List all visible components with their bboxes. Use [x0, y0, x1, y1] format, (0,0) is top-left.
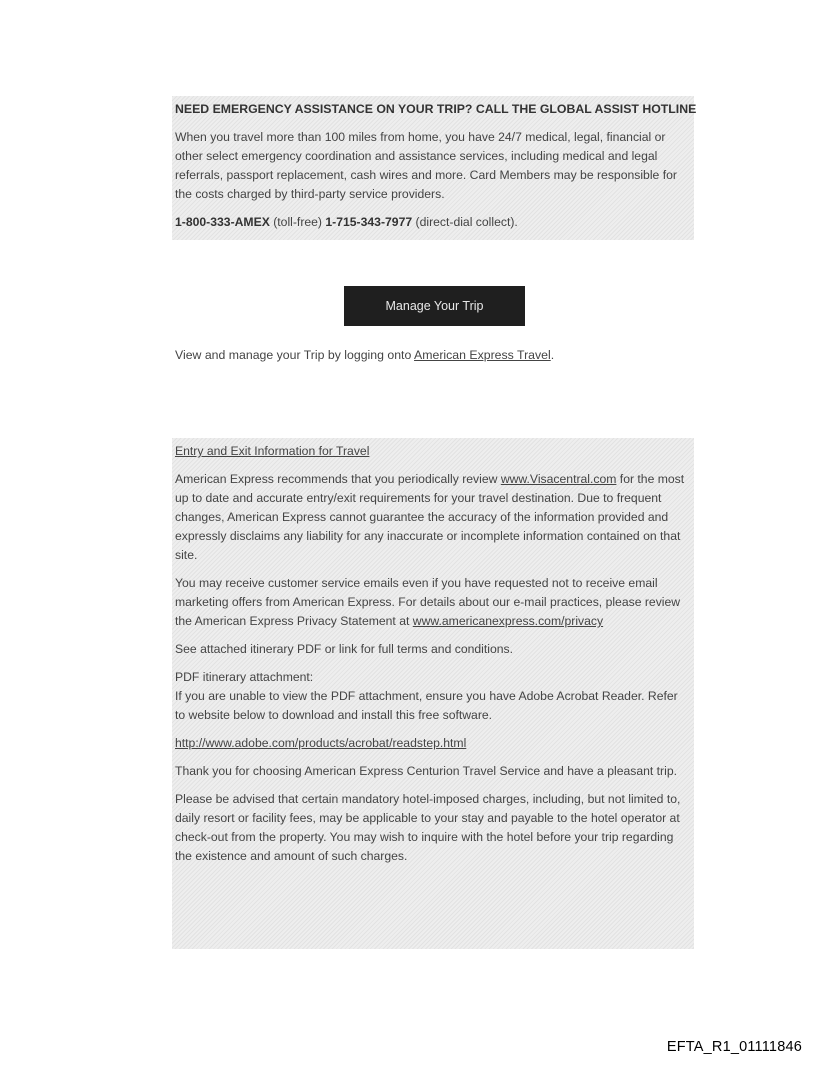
travel-info-section — [172, 438, 694, 949]
pdf-body: If you are unable to view the PDF attachment, ensure you have Adobe Acrobat Reader. Refer to website below to download and install this free software. — [175, 689, 678, 722]
p1-after: for the most up to date and accurate entry/exit requirements for your travel destination. Due to frequent changes, American Express cannot guarantee the accuracy of the information provided and expressly disclaims any liability for any inaccurate or incomplete information contained on that site. — [175, 472, 685, 562]
thank-you-paragraph: Thank you for choosing American Express Centurion Travel Service and have a pleasant trip. — [175, 764, 677, 778]
manage-trip-text — [175, 348, 554, 362]
hotline-numbers — [175, 213, 690, 232]
document-id: EFTA_R1_01111846 — [666, 1039, 802, 1055]
entry-exit-title — [175, 442, 690, 461]
visacentral-paragraph — [175, 470, 690, 565]
collect-number: 1-715-343-7977 — [325, 215, 413, 229]
amex-travel-link[interactable]: American Express Travel — [414, 348, 551, 362]
hotel-charges-paragraph: Please be advised that certain mandatory hotel-imposed charges, including, but not limited to, daily resort or facility fees, may be applicable to your stay and payable to the hotel operator at check-out from the property. You may wish to inquire with the hotel before your trip regarding the existence and amount of such charges. — [175, 792, 681, 863]
collect-label: (direct-dial collect). — [415, 215, 518, 229]
privacy-paragraph — [175, 574, 690, 631]
entry-exit-link[interactable]: Entry and Exit Information for Travel — [175, 444, 370, 458]
privacy-link[interactable]: www.americanexpress.com/privacy — [412, 614, 604, 628]
emergency-section — [172, 96, 697, 240]
manage-text-before: View and manage your Trip by logging onto — [175, 348, 415, 362]
tollfree-label: (toll-free) — [273, 215, 322, 229]
adobe-link-line — [175, 734, 690, 753]
adobe-link[interactable]: http://www.adobe.com/products/acrobat/readstep.html — [175, 736, 467, 750]
tollfree-number: 1-800-333-AMEX — [175, 215, 270, 229]
visacentral-link[interactable]: www.Visacentral.com — [500, 472, 617, 486]
manage-trip-button[interactable]: Manage Your Trip — [344, 286, 525, 326]
manage-text-after: . — [550, 348, 555, 362]
p1-before: American Express recommends that you periodically review — [175, 472, 501, 486]
emergency-heading: NEED EMERGENCY ASSISTANCE ON YOUR TRIP? CALL THE GLOBAL ASSIST HOTLINE — [175, 102, 697, 116]
terms-paragraph: See attached itinerary PDF or link for full terms and conditions. — [175, 642, 514, 656]
emergency-body: When you travel more than 100 miles from home, you have 24/7 medical, legal, financial or other select emergency coordination and assistance services, including medical and legal referrals, passport replacement, cash wires and more. Card Members may be responsible for the costs charged by third-party service providers. — [175, 130, 677, 201]
p2-before: You may receive customer service emails even if you have requested not to receive email marketing offers from American Express. For details about our e-mail practices, please review the American Express Privacy Statement at — [175, 576, 681, 628]
pdf-heading: PDF itinerary attachment: — [175, 670, 314, 684]
